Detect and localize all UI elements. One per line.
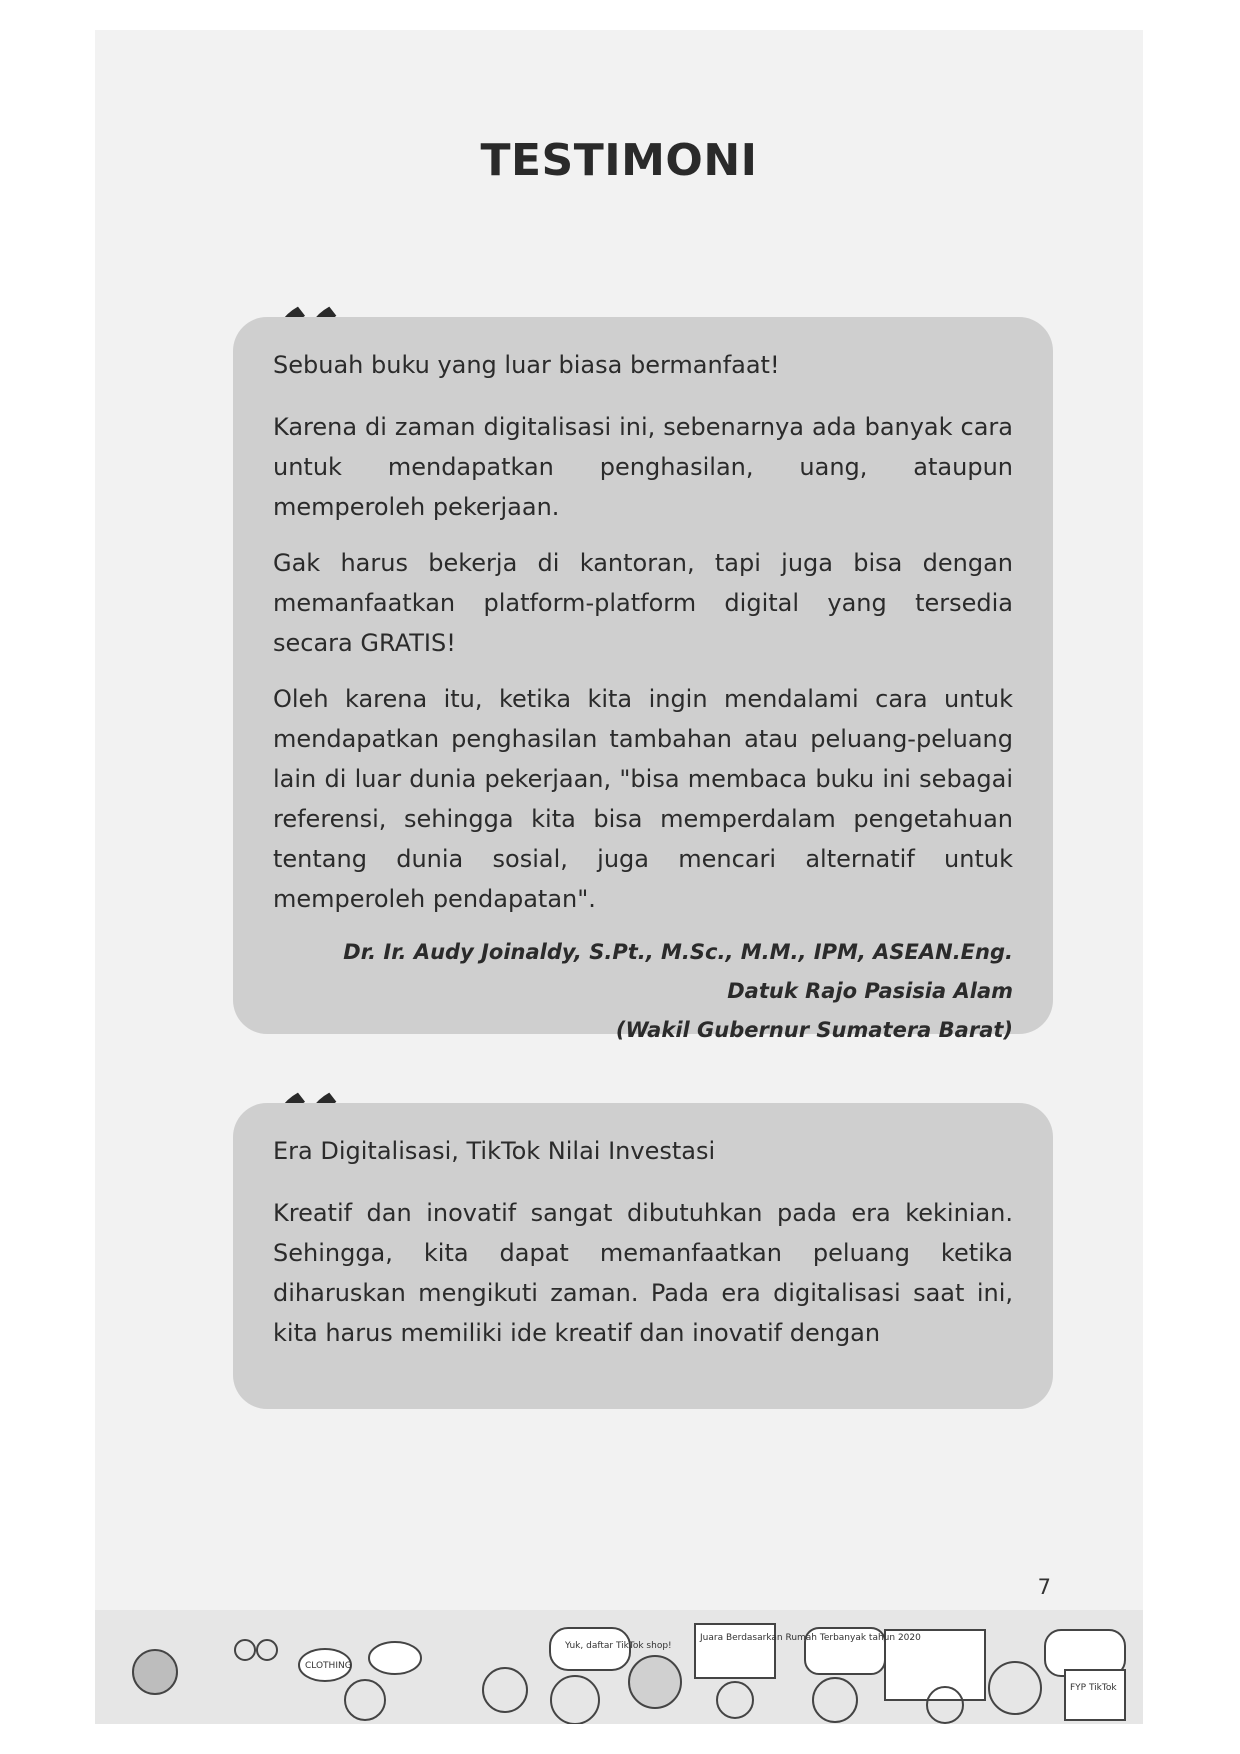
testimonial-paragraph: Oleh karena itu, ketika kita ingin mendalami cara untuk mendapatkan penghasilan tambahan atau peluang-peluang lain di luar dunia pekerjaan, "bisa membaca buku ini sebagai referensi, sehingga kita bisa memperdalam pengetahuan tentang dunia sosial, juga mencari alternatif untuk memperoleh pendapatan".	[273, 685, 1013, 913]
testimonial-signature	[273, 933, 1013, 1050]
book-page	[95, 30, 1143, 1724]
testimonial-headline: Era Digitalisasi, TikTok Nilai Investasi	[273, 1137, 716, 1165]
illustration-label: Juara Berdasarkan Rumah Terbanyak tahun 2020	[700, 1633, 921, 1643]
testimonial-headline: Sebuah buku yang luar biasa bermanfaat!	[273, 351, 780, 379]
testimonial-paragraph: Kreatif dan inovatif sangat dibutuhkan pada era kekinian. Sehingga, kita dapat memanfaatkan peluang ketika diharuskan mengikuti zaman. Pada era digitalisasi saat ini, kita harus memiliki ide kreatif dan inovatif dengan	[273, 1199, 1013, 1347]
signature-position: (Wakil Gubernur Sumatera Barat)	[615, 1018, 1013, 1042]
signature-title: Datuk Rajo Pasisia Alam	[727, 979, 1013, 1003]
testimonial-paragraph: Karena di zaman digitalisasi ini, sebenarnya ada banyak cara untuk mendapatkan penghasilan, uang, ataupun memperoleh pekerjaan.	[273, 413, 1013, 521]
illustration-label: Yuk, daftar TikTok shop!	[565, 1641, 672, 1651]
page-title: TESTIMONI	[480, 135, 758, 186]
footer-illustration	[95, 1610, 1143, 1724]
signature-name: Dr. Ir. Audy Joinaldy, S.Pt., M.Sc., M.M., IPM, ASEAN.Eng.	[343, 940, 1013, 964]
illustration-label: FYP TikTok	[1070, 1683, 1117, 1693]
testimonial-card	[233, 317, 1053, 1042]
testimonial-card	[233, 1103, 1053, 1409]
illustration-label: CLOTHING	[305, 1661, 352, 1671]
testimonial-paragraph: Gak harus bekerja di kantoran, tapi juga bisa dengan memanfaatkan platform-platform digital yang tersedia secara GRATIS!	[273, 549, 1013, 657]
page-number: 7	[1037, 1575, 1051, 1599]
